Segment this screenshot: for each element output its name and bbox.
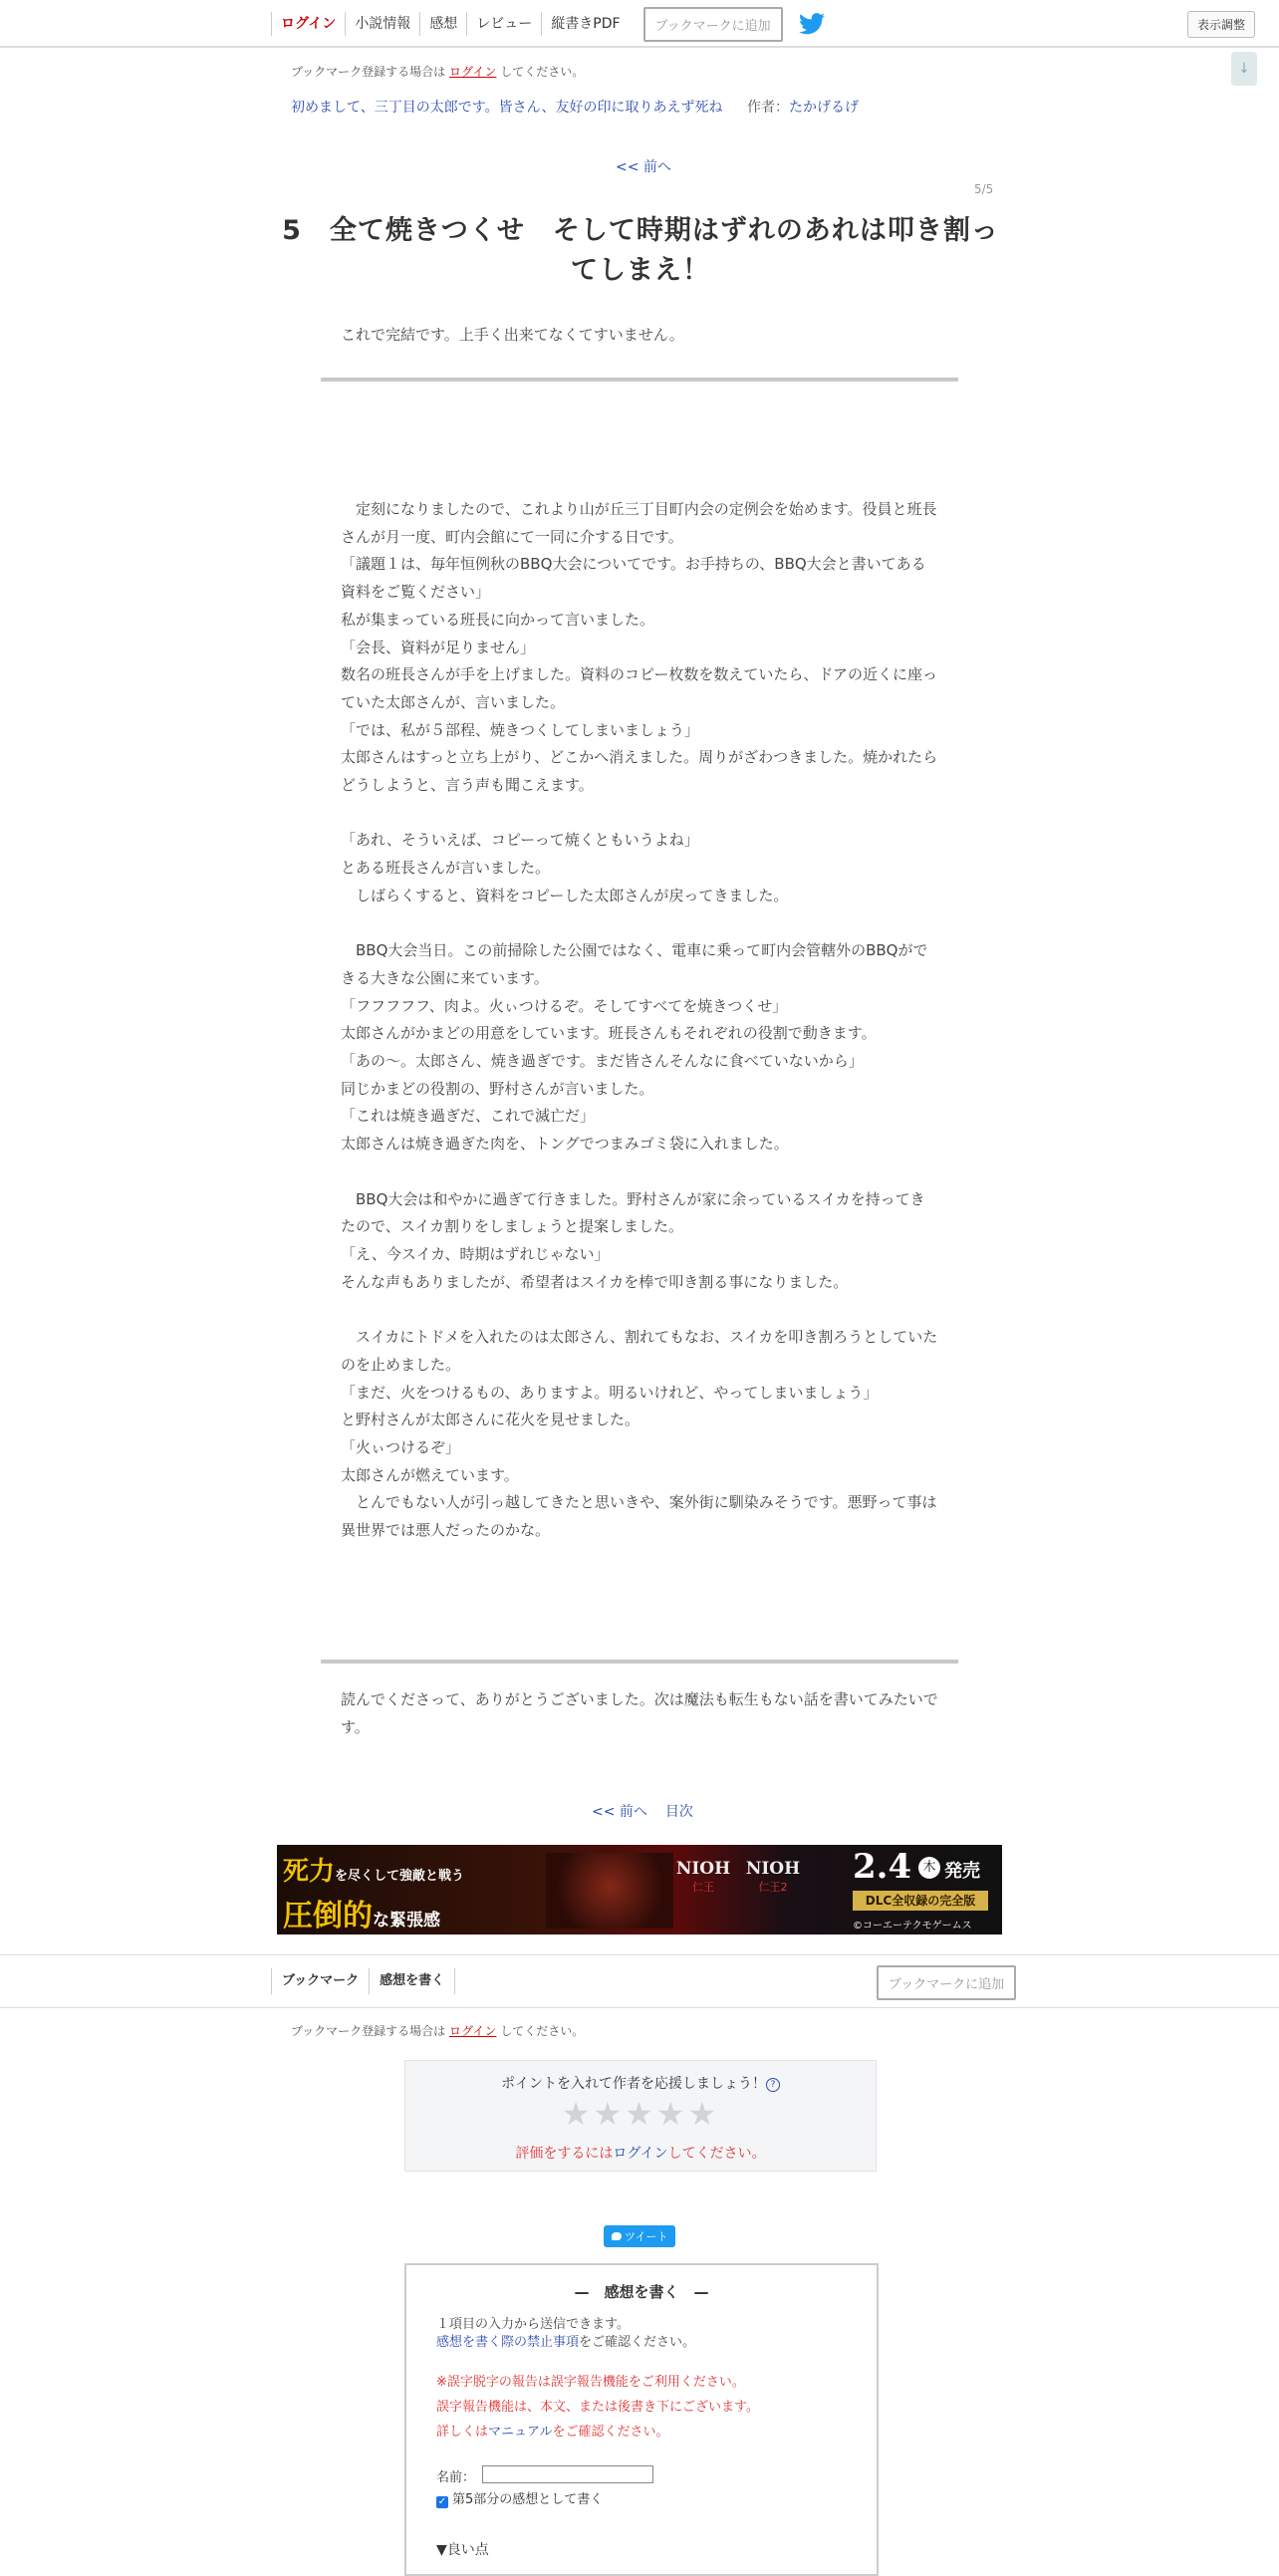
nav-impressions[interactable]: 感想 — [419, 12, 466, 36]
banner-character-art — [546, 1853, 673, 1929]
login-note-prefix-bottom: ブックマーク登録する場合は — [291, 2024, 446, 2038]
banner-release-text: 発売 — [944, 1861, 980, 1882]
impression-title: — 感想を書く — — [574, 2283, 709, 2301]
banner-release-number: 2.4 — [853, 1847, 912, 1887]
impression-note-1: １項目の入力から送信できます。 — [436, 2317, 630, 2332]
banner-logo-1 — [675, 1859, 731, 1895]
rating-login-note — [405, 2143, 876, 2163]
banner-logo-1-sub: 仁王 — [692, 1881, 714, 1894]
bottom-nav-write-impression[interactable]: 感想を書く — [369, 1968, 455, 1994]
banner-release-day: 木 — [918, 1857, 940, 1879]
bookmark-login-note — [291, 63, 584, 80]
banner-logo-2 — [743, 1859, 803, 1895]
add-bookmark-button-bottom[interactable]: ブックマークに追加 — [877, 1965, 1016, 2000]
rating-lead-text: ポイントを入れて作者を応援しましょう！ — [501, 2076, 766, 2092]
display-settings-button[interactable]: 表示調整 — [1187, 11, 1255, 38]
chapter-checkbox[interactable]: ✓ — [437, 2496, 447, 2507]
good-points-toggle[interactable]: ▼良い点 — [436, 2542, 489, 2558]
rating-note-prefix: 評価をするには — [515, 2146, 614, 2162]
nav-login[interactable]: ログイン — [271, 12, 345, 36]
table-of-contents-link[interactable]: 目次 — [664, 1804, 693, 1820]
chapter-body: 定刻になりましたので、これより山が丘三丁目町内会の定例会を始めます。役員と班長さんが月一度、町内会館にて一同に介する日です。 「議題１は、毎年恒例秋のBBQ大会についてです。お手持ちの、BBQ大会と書いてある資料をご覧ください」 私が集まっている班長に向かって言いました。 「会長、資料が足りません」 数名の班長さんが手を上げました。資料のコピー枚数を数えていたら、ドアの近くに座っていた太郎さんが、言いました。 「では、私が５部程、焼きつくしてしまいましょう」 太郎さんはすっと立ち上がり、どこかへ消えました。周りがざわつきました。焼かれたらどうしようと、言う声も聞こえます。 「あれ、そういえば、コピーって焼くともいうよね」 とある班長さんが言いました。 しばらくすると、資料をコピーした太郎さんが戻ってきました。 BBQ大会当日。この前掃除した公園ではなく、電車に乗って町内会管轄外のBBQができる大きな公園に来ています。 「フフフフフ、肉よ。火ぃつけるぞ。そしてすべてを焼きつくせ」 太郎さんがかまどの用意をしています。班長さんもそれぞれの役割で動きます。 「あの〜。太郎さん、焼き過ぎです。まだ皆さんそんなに食べていないから」 同じかまどの役割の、野村さんが言いました。 「これは焼き過ぎだ、これで滅亡だ」 太郎さんは焼き過ぎた肉を、トングでつまみゴミ袋に入れました。 BBQ大会は和やかに過ぎて行きました。野村さんが家に余っているスイカを持ってきたので、スイカ割りをしましょうと提案しました。 「え、今スイカ、時期はずれじゃない」 そんな声もありましたが、希望者はスイカを棒で叩き割る事になりました。 スイカにトドメを入れたのは太郎さん、割れてもなお、スイカを叩き割ろうとしていたのを止めました。 「まだ、火をつけるもの、ありますよ。明るいけれど、やってしまいましょう」 と野村さんが太郎さんに花火を見せました。 「火ぃつけるぞ」 太郎さんが燃えています。 とんでもない人が引っ越してきたと思いきや、案外街に馴染みそうです。悪野って事は異世界では悪人だったのかな。 — [341, 500, 938, 1540]
prohibited-items-link[interactable]: 感想を書く際の禁止事項 — [436, 2335, 580, 2350]
author-line — [747, 97, 859, 117]
help-icon[interactable]: ? — [766, 2078, 780, 2092]
nav-reviews[interactable]: レビュー — [466, 12, 541, 36]
name-input[interactable] — [482, 2465, 653, 2483]
chapter-title: 5 全て焼きつくせ そして時期はずれのあれは叩き割ってしまえ！ — [282, 215, 999, 286]
tweet-button[interactable] — [604, 2225, 675, 2247]
author-link[interactable]: たかげるげ — [789, 100, 859, 116]
login-note-prefix: ブックマーク登録する場合は — [291, 65, 446, 79]
banner-copy-1a: 死力 — [283, 1857, 336, 1887]
rating-note-suffix: してください。 — [667, 2146, 766, 2162]
nav-vertical-pdf[interactable]: 縦書きPDF — [541, 12, 629, 36]
banner-logo-2-text: NIOH — [745, 1859, 801, 1879]
chapter-afterword: 読んでくださって、ありがとうございました。次は魔法も転生もない話を書いてみたいです。 — [341, 1690, 938, 1736]
banner-copyright: ©コーエーテクモゲームス — [853, 1921, 972, 1932]
banner-release-info — [849, 1847, 998, 1932]
prev-chapter-link-top[interactable]: << 前へ — [616, 159, 671, 175]
chapter-checkbox-label: 第5部分の感想として書く — [452, 2492, 604, 2507]
banner-copy-1b: を尽くして強敵と戦う — [335, 1869, 465, 1884]
banner-logo-1-text: NIOH — [675, 1859, 731, 1879]
afterword-divider — [321, 1660, 958, 1664]
tweet-label: ツイート — [625, 2230, 668, 2243]
manual-link[interactable]: マニュアル — [488, 2425, 553, 2440]
nav-novel-info[interactable]: 小説情報 — [345, 12, 419, 36]
bookmark-login-note-bottom — [291, 2022, 584, 2039]
rating-lead — [405, 2073, 876, 2093]
rating-login-link[interactable]: ログイン — [613, 2146, 668, 2162]
chapter-counter: 5/5 — [974, 182, 994, 196]
login-note-link-bottom[interactable]: ログイン — [449, 2024, 497, 2038]
chapter-checkbox-row — [436, 2488, 603, 2508]
impression-note-2 — [436, 2331, 695, 2350]
bottom-chapter-nav — [592, 1801, 711, 1821]
rating-panel — [404, 2060, 877, 2172]
scroll-down-icon[interactable]: ↓ — [1231, 52, 1257, 86]
typo-warning-1: ※誤字脱字の報告は誤字報告機能をご利用ください。 — [436, 2375, 745, 2390]
prev-chapter-link-bottom[interactable]: << 前へ — [592, 1804, 647, 1820]
banner-copy-line2 — [283, 1891, 440, 1934]
tweet-bird-icon — [612, 2232, 622, 2240]
login-note-suffix: してください。 — [500, 65, 585, 79]
bottom-navbar — [0, 1954, 1279, 2008]
rating-stars[interactable]: ★★★★★ — [561, 2095, 720, 2133]
top-nav-list — [271, 8, 825, 40]
impression-note-2-suffix: をご確認ください。 — [579, 2335, 696, 2350]
typo-warning-3 — [436, 2421, 669, 2440]
banner-logo-2-sub: 仁王2 — [758, 1881, 788, 1894]
top-navbar — [0, 0, 1279, 48]
series-title-link[interactable]: 初めまして、三丁目の太郎です。皆さん、友好の印に取りあえず死ね — [291, 100, 723, 116]
login-note-suffix-bottom: してください。 — [500, 2024, 585, 2038]
banner-copy-2a: 圧倒的 — [283, 1899, 373, 1933]
login-note-link[interactable]: ログイン — [449, 65, 497, 79]
author-label: 作者： — [747, 100, 789, 116]
bottom-nav-list — [271, 1968, 455, 1994]
name-label: 名前： — [436, 2470, 476, 2485]
advertisement-banner[interactable] — [277, 1845, 1002, 1934]
twitter-icon[interactable] — [799, 13, 825, 35]
typo-warning-3-prefix: 詳しくは — [436, 2425, 489, 2440]
impression-form — [404, 2263, 879, 2576]
add-bookmark-button[interactable]: ブックマークに追加 — [643, 7, 783, 42]
banner-dlc-label: DLC全収録の完全版 — [853, 1891, 988, 1911]
banner-copy-2b: な緊張感 — [373, 1911, 440, 1931]
preface-divider — [321, 378, 958, 382]
typo-warning-2: 誤字報告機能は、本文、または後書き下にございます。 — [436, 2400, 759, 2415]
chapter-preface: これで完結です。上手く出来てなくてすいません。 — [341, 326, 684, 344]
typo-warning-3-suffix: をご確認ください。 — [552, 2425, 669, 2440]
banner-copy-line1 — [283, 1851, 464, 1888]
bottom-nav-bookmark[interactable]: ブックマーク — [271, 1968, 369, 1994]
